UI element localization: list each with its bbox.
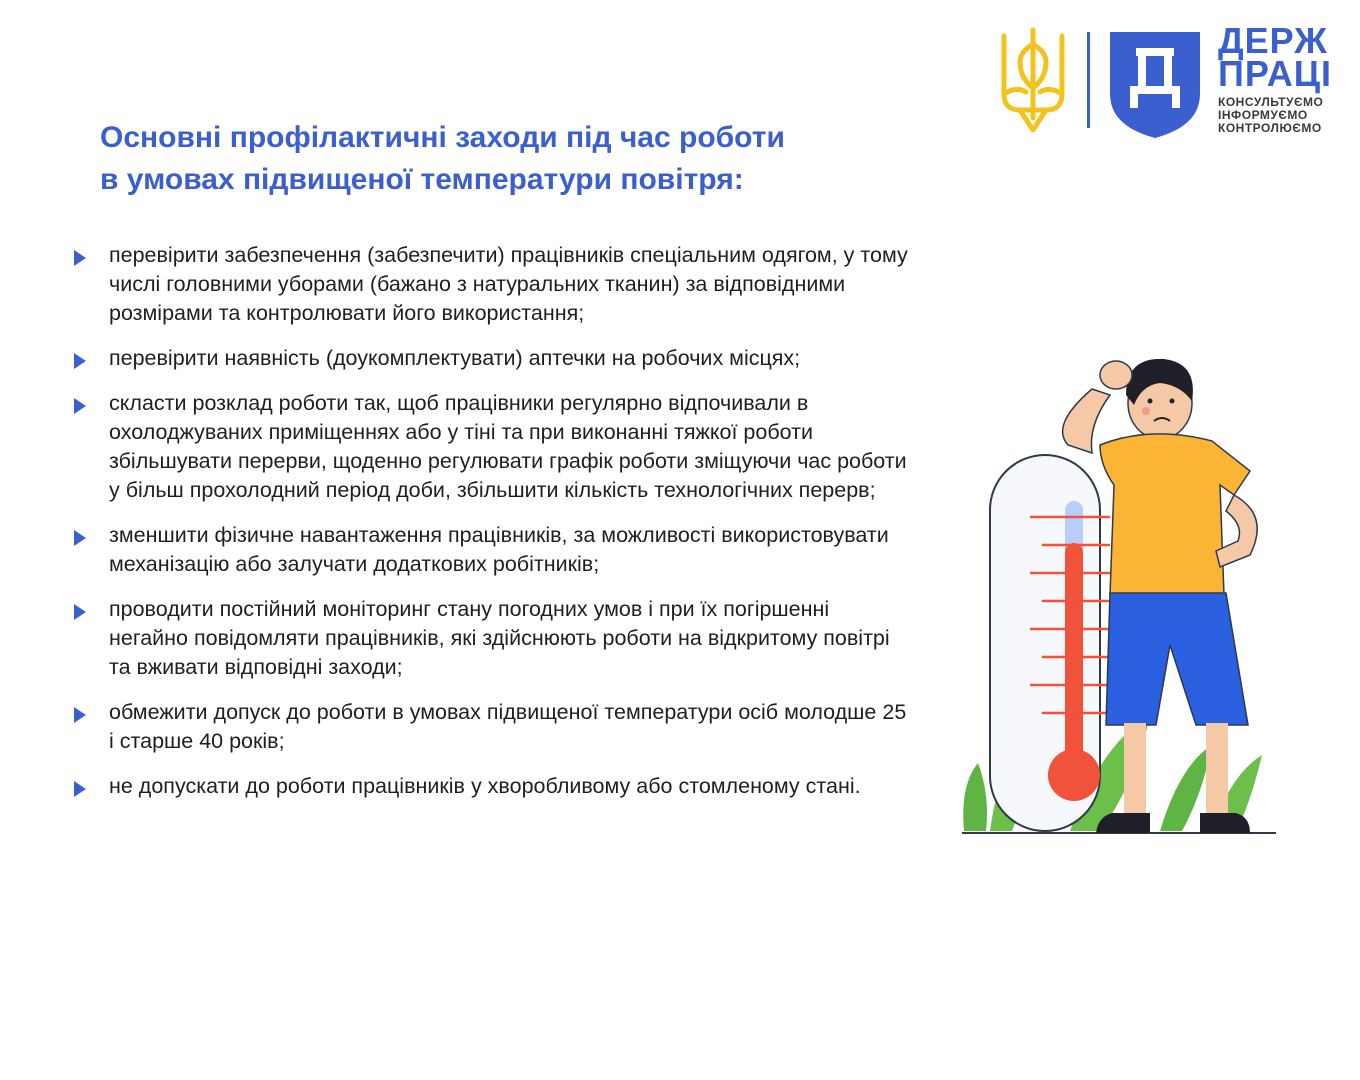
- list-item-text: перевірити наявність (доукомплектувати) аптечки на робочих місцях;: [109, 346, 801, 370]
- list-item: [68, 521, 908, 579]
- list-item: [68, 389, 908, 505]
- hot-weather-illustration: [950, 345, 1290, 845]
- logo-separator: [1087, 32, 1090, 128]
- trident-icon: [998, 26, 1068, 138]
- logo-slogan: [1218, 96, 1332, 135]
- thermometer-icon: [990, 455, 1110, 831]
- list-item-text: проводити постійний моніторинг стану погодних умов і при їх погіршенні негайно повідомляти працівників, які здійснюють роботи на відкритому повітрі та вживати відповідні заходи;: [109, 597, 890, 679]
- triangle-right-icon: [73, 706, 87, 724]
- triangle-right-icon: [73, 397, 87, 415]
- title-line: Основні профілактичні заходи під час роботи: [100, 121, 785, 154]
- list-item: [68, 344, 908, 373]
- logo-slogan-line: КОНСУЛЬТУЄМО: [1218, 95, 1324, 109]
- title-line: в умовах підвищеної температури повітря:: [100, 163, 744, 196]
- logo-name-line: ДЕРЖ: [1218, 20, 1328, 61]
- triangle-right-icon: [73, 603, 87, 621]
- logo-slogan-line: ІНФОРМУЄМО: [1218, 108, 1308, 122]
- triangle-right-icon: [73, 780, 87, 798]
- logo-name-line: ПРАЦІ: [1218, 53, 1333, 94]
- logo-text: [1218, 20, 1333, 135]
- list-item: [68, 241, 908, 328]
- list-item-text: обмежити допуск до роботи в умовах підвищеної температури осіб молодше 25 і старше 40 років;: [109, 700, 907, 753]
- triangle-right-icon: [73, 352, 87, 370]
- logo: [998, 20, 1338, 144]
- logo-slogan-line: КОНТРОЛЮЄМО: [1218, 121, 1322, 135]
- list-item-text: скласти розклад роботи так, щоб працівники регулярно відпочивали в охолоджуваних приміщеннях або у тіні та при виконанні тяжкої роботи збільшувати перерви, щоденно регулювати графік роботи зміщуючи час роботи у більш прохолодний період доби, збільшити кількість технологічних перерв;: [109, 391, 907, 502]
- measures-list: [68, 241, 908, 817]
- list-item: [68, 772, 908, 801]
- list-item-text: перевірити забезпечення (забезпечити) працівників спеціальним одягом, у тому числі головними уборами (бажано з натуральних тканин) за відповідними розмірами та контролювати його використання;: [109, 243, 908, 325]
- triangle-right-icon: [73, 529, 87, 547]
- shield-icon: [1106, 28, 1204, 140]
- list-item-text: зменшити фізичне навантаження працівників, за можливості використовувати механізацію або залучати додаткових робітників;: [109, 523, 889, 576]
- list-item: [68, 698, 908, 756]
- triangle-right-icon: [73, 249, 87, 267]
- logo-name: [1218, 20, 1333, 94]
- page-title: [100, 117, 920, 201]
- list-item-text: не допускати до роботи працівників у хворобливому або стомленому стані.: [109, 774, 861, 798]
- list-item: [68, 595, 908, 682]
